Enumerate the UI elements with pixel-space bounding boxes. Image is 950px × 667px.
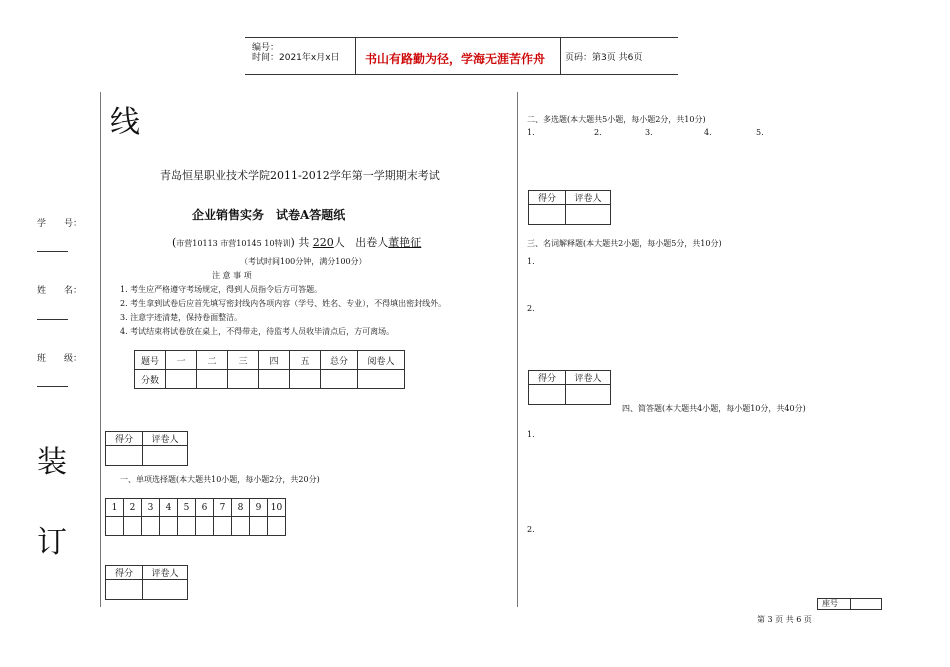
class-codes: 市营10113 市营10145 10特训 [176, 239, 291, 248]
grader-name-label: 评卷人 [143, 432, 188, 446]
section-4-title: 四、简答题(本大题共4小题，每小题10分，共40分) [622, 404, 806, 413]
answer-cell[interactable] [160, 517, 178, 536]
seat-number-box [817, 598, 882, 610]
score-cell[interactable] [358, 370, 405, 389]
seal-line [100, 92, 101, 607]
notice-item-3: 3. 注意字迹清楚，保持卷面整洁。 [120, 313, 243, 322]
grader-score-label: 得分 [106, 566, 143, 580]
table-header-cell: 总分 [321, 351, 358, 370]
answer-number: 7 [214, 499, 232, 517]
answer-cell[interactable] [250, 517, 268, 536]
table-row-label: 分数 [135, 370, 166, 389]
notice-title: 注 意 事 项 [212, 271, 252, 280]
answer-cell[interactable] [196, 517, 214, 536]
class-field[interactable] [37, 386, 68, 387]
table-header-cell: 阅卷人 [358, 351, 405, 370]
student-number-field[interactable] [37, 251, 68, 252]
table-header-cell: 五 [290, 351, 321, 370]
table-header-cell: 题号 [135, 351, 166, 370]
answer-number: 8 [232, 499, 250, 517]
binding-char-zhuang: 装 [37, 445, 67, 480]
grader-score-label: 得分 [529, 371, 566, 385]
footer-page-number: 第 3 页 共 6 页 [757, 615, 812, 624]
grader-score-cell[interactable] [529, 205, 566, 225]
grader-score-cell[interactable] [106, 580, 143, 600]
name-field[interactable] [37, 319, 68, 320]
score-cell[interactable] [166, 370, 197, 389]
motto: 书山有路勤为径，学海无涯苦作舟 [365, 52, 546, 66]
class-label: 班 级： [37, 354, 83, 364]
table-header-cell: 二 [197, 351, 228, 370]
answer-number: 6 [196, 499, 214, 517]
section-3-item: 1. [527, 257, 535, 266]
section-4-item: 1. [527, 430, 535, 439]
grader-score-cell[interactable] [106, 446, 143, 466]
grader-score-label: 得分 [529, 191, 566, 205]
answer-number: 10 [268, 499, 286, 517]
grader-score-cell[interactable] [529, 385, 566, 405]
grader-name-cell[interactable] [566, 385, 611, 405]
answer-cell[interactable] [106, 517, 124, 536]
answer-number: 9 [250, 499, 268, 517]
grader-box [528, 190, 611, 225]
column-divider [517, 92, 518, 607]
grader-name-cell[interactable] [143, 446, 188, 466]
author-name: 董艳征 [388, 236, 422, 249]
score-cell[interactable] [321, 370, 358, 389]
answer-cell[interactable] [178, 517, 196, 536]
exam-info: (市营10113 市营10145 10特训) 共 220人 出卷人董艳征 [172, 236, 422, 249]
answer-number: 4 [160, 499, 178, 517]
notice-item-4: 4. 考试结束将试卷放在桌上，不得带走，待监考人员收毕清点后，方可离场。 [120, 327, 395, 336]
section-2-title: 二、多选题(本大题共5小题，每小题2分，共10分) [527, 115, 706, 124]
grader-name-label: 评卷人 [566, 371, 611, 385]
grader-name-cell[interactable] [566, 205, 611, 225]
answer-number: 3 [142, 499, 160, 517]
score-cell[interactable] [228, 370, 259, 389]
grader-name-cell[interactable] [143, 580, 188, 600]
answer-cell[interactable] [142, 517, 160, 536]
answer-cell[interactable] [124, 517, 142, 536]
answer-number: 1 [106, 499, 124, 517]
section-1-title: 一、单项选择题(本大题共10小题，每小题2分，共20分) [120, 475, 320, 484]
binding-char-xian: 线 [110, 105, 140, 140]
section-4-item: 2. [527, 525, 535, 534]
section-2-item: 5. [756, 128, 764, 137]
score-cell[interactable] [259, 370, 290, 389]
section-2-item: 2. [594, 128, 602, 137]
table-header-cell: 四 [259, 351, 290, 370]
section-2-item: 1. [527, 128, 535, 137]
grader-box [105, 431, 188, 466]
name-label: 姓 名： [37, 286, 83, 296]
binding-char-ding: 订 [37, 525, 67, 560]
seat-number-label: 座号 [822, 599, 838, 608]
time-label: 时间：2021年x月x日 [252, 53, 340, 63]
grader-score-label: 得分 [106, 432, 143, 446]
serial-label: 编号： [252, 43, 280, 53]
exam-title: 企业销售实务 试卷A答题纸 [192, 208, 346, 222]
grader-box [528, 370, 611, 405]
seat-number-field[interactable] [851, 599, 881, 609]
answer-cell[interactable] [268, 517, 286, 536]
notice-item-2: 2. 考生拿到试卷后应首先填写密封线内各项内容（学号、姓名、专业），不得填出密封线外。 [120, 299, 447, 308]
section-2-item: 3. [645, 128, 653, 137]
grader-name-label: 评卷人 [143, 566, 188, 580]
student-count: 220 [312, 236, 334, 249]
grader-box [105, 565, 188, 600]
answer-number: 2 [124, 499, 142, 517]
score-cell[interactable] [290, 370, 321, 389]
header-bar [245, 37, 678, 75]
school-title: 青岛恒星职业技术学院2011-2012学年第一学期期末考试 [160, 169, 440, 182]
section-3-item: 2. [527, 304, 535, 313]
grader-name-label: 评卷人 [566, 191, 611, 205]
section-2-item: 4. [704, 128, 712, 137]
answer-cell[interactable] [214, 517, 232, 536]
exam-duration: （考试时间100分钟，满分100分） [240, 257, 367, 266]
answer-cell[interactable] [232, 517, 250, 536]
section-3-title: 三、名词解释题(本大题共2小题，每小题5分，共10分) [527, 239, 722, 248]
score-summary-table [134, 350, 405, 389]
table-header-cell: 一 [166, 351, 197, 370]
score-cell[interactable] [197, 370, 228, 389]
student-number-label: 学 号： [37, 219, 83, 229]
answer-grid [105, 498, 286, 536]
page-label: 页码：第3页 共6页 [565, 53, 643, 63]
answer-number: 5 [178, 499, 196, 517]
table-header-cell: 三 [228, 351, 259, 370]
notice-item-1: 1. 考生应严格遵守考场规定，得到人员指令后方可答题。 [120, 285, 323, 294]
